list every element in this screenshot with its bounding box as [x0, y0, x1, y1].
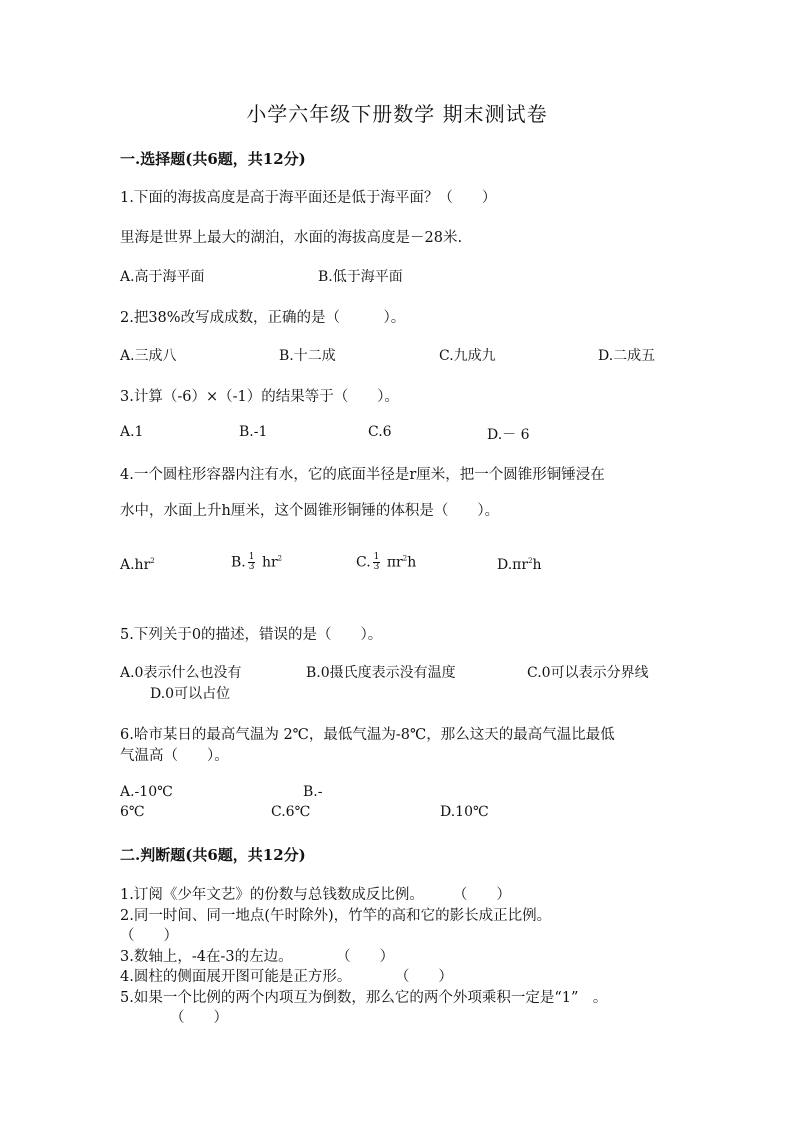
q6-option-a: A.-10℃ — [120, 784, 173, 800]
q6-stem-line2: 气温高（ ）。 — [120, 748, 229, 764]
q1-stem: 1.下面的海拔高度是高于海平面还是低于海平面？（ ） — [120, 190, 497, 206]
q4-option-c-expr: πr — [386, 554, 403, 571]
q3-option-c: C.6 — [368, 424, 392, 440]
q4-option-a — [120, 557, 155, 573]
tf-item-5: 5.如果一个比例的两个内项互为倒数，那么它的两个外项乘积一定是“1” 。 — [120, 990, 608, 1006]
q4-option-d-text: D.πr — [497, 557, 529, 573]
q4-option-c-h: h — [407, 554, 417, 571]
q2-option-a: A.三成八 — [120, 348, 177, 364]
q1-option-a: A.高于海平面 — [120, 269, 205, 285]
q4-option-d-exp: 2 — [528, 557, 533, 565]
q4-option-b-prefix: B. — [231, 554, 246, 571]
q4-option-c-exp: 2 — [402, 554, 408, 563]
tf-item-1: 1.订阅《少年文艺》的份数与总钱数成反比例。 （ ） — [120, 887, 511, 903]
q4-stem-line2: 水中，水面上升h厘米，这个圆锥形铜锤的体积是（ ）。 — [120, 503, 500, 519]
q5-stem: 5.下列关于0的描述，错误的是（ ）。 — [120, 627, 383, 643]
fraction-numerator: 1 — [248, 552, 255, 562]
q5-option-a: A.0表示什么也没有 — [120, 665, 242, 681]
q4-option-b-fraction — [248, 553, 256, 572]
q2-option-b: B.十二成 — [279, 348, 336, 364]
q4-option-a-text: A.hr — [120, 557, 151, 573]
q4-stem-line1: 4.一个圆柱形容器内注有水，它的底面半径是r厘米，把一个圆锥形铜锤浸在 — [120, 467, 605, 483]
q6-stem-line1: 6.哈市某日的最高气温为 2℃，最低气温为-8℃，那么这天的最高气温比最低 — [120, 727, 615, 743]
q4-option-a-exp: 2 — [150, 557, 155, 565]
q3-option-b: B.-1 — [239, 424, 268, 440]
q4-option-c-fraction — [373, 553, 381, 572]
tf-item-4: 4.圆柱的侧面展开图可能是正方形。 （ ） — [120, 969, 453, 985]
q1-context: 里海是世界上最大的湖泊，水面的海拔高度是－28米. — [120, 230, 463, 246]
q5-option-b: B.0摄氏度表示没有温度 — [306, 665, 456, 681]
section2-heading: 二.判断题(共6题，共12分) — [120, 846, 306, 864]
q3-stem: 3.计算（-6）×（-1）的结果等于（ ）。 — [120, 389, 399, 405]
tf-item-5-blank: （ ） — [170, 1010, 228, 1026]
tf-item-2: 2.同一时间、同一地点(午时除外)，竹竿的高和它的影长成正比例。 — [120, 908, 552, 924]
q5-option-d: D.0可以占位 — [150, 686, 231, 702]
fraction-denominator: 3 — [373, 562, 380, 572]
q6-option-b-part1: B.- — [303, 784, 323, 800]
q1-option-b: B.低于海平面 — [318, 269, 403, 285]
q3-option-a: A.1 — [120, 424, 144, 440]
q2-stem: 2.把38%改写成成数，正确的是（ ）。 — [120, 310, 406, 326]
section1-heading: 一.选择题(共6题，共12分) — [120, 150, 306, 168]
q5-option-c: C.0可以表示分界线 — [527, 665, 649, 681]
q6-option-c: C.6℃ — [271, 804, 311, 820]
q4-option-d-h: h — [532, 557, 542, 573]
q4-option-c — [356, 553, 416, 572]
q4-option-d — [497, 557, 542, 573]
page-title: 小学六年级下册数学 期末测试卷 — [246, 102, 548, 126]
fraction-denominator: 3 — [248, 562, 255, 572]
q4-option-b-expr: hr — [261, 554, 278, 571]
q6-option-b-part2: 6℃ — [120, 804, 145, 820]
fraction-numerator: 1 — [373, 552, 380, 562]
q4-option-b-exp: 2 — [277, 554, 283, 563]
q4-option-b — [231, 553, 282, 572]
q4-option-c-prefix: C. — [356, 554, 371, 571]
q2-option-d: D.二成五 — [598, 348, 656, 364]
q3-option-d: D.－ 6 — [487, 427, 530, 443]
q2-option-c: C.九成九 — [439, 348, 496, 364]
tf-item-3: 3.数轴上，-4在-3的左边。 （ ） — [120, 949, 395, 965]
tf-item-2-blank: （ ） — [120, 928, 178, 944]
q6-option-d: D.10℃ — [440, 804, 489, 820]
